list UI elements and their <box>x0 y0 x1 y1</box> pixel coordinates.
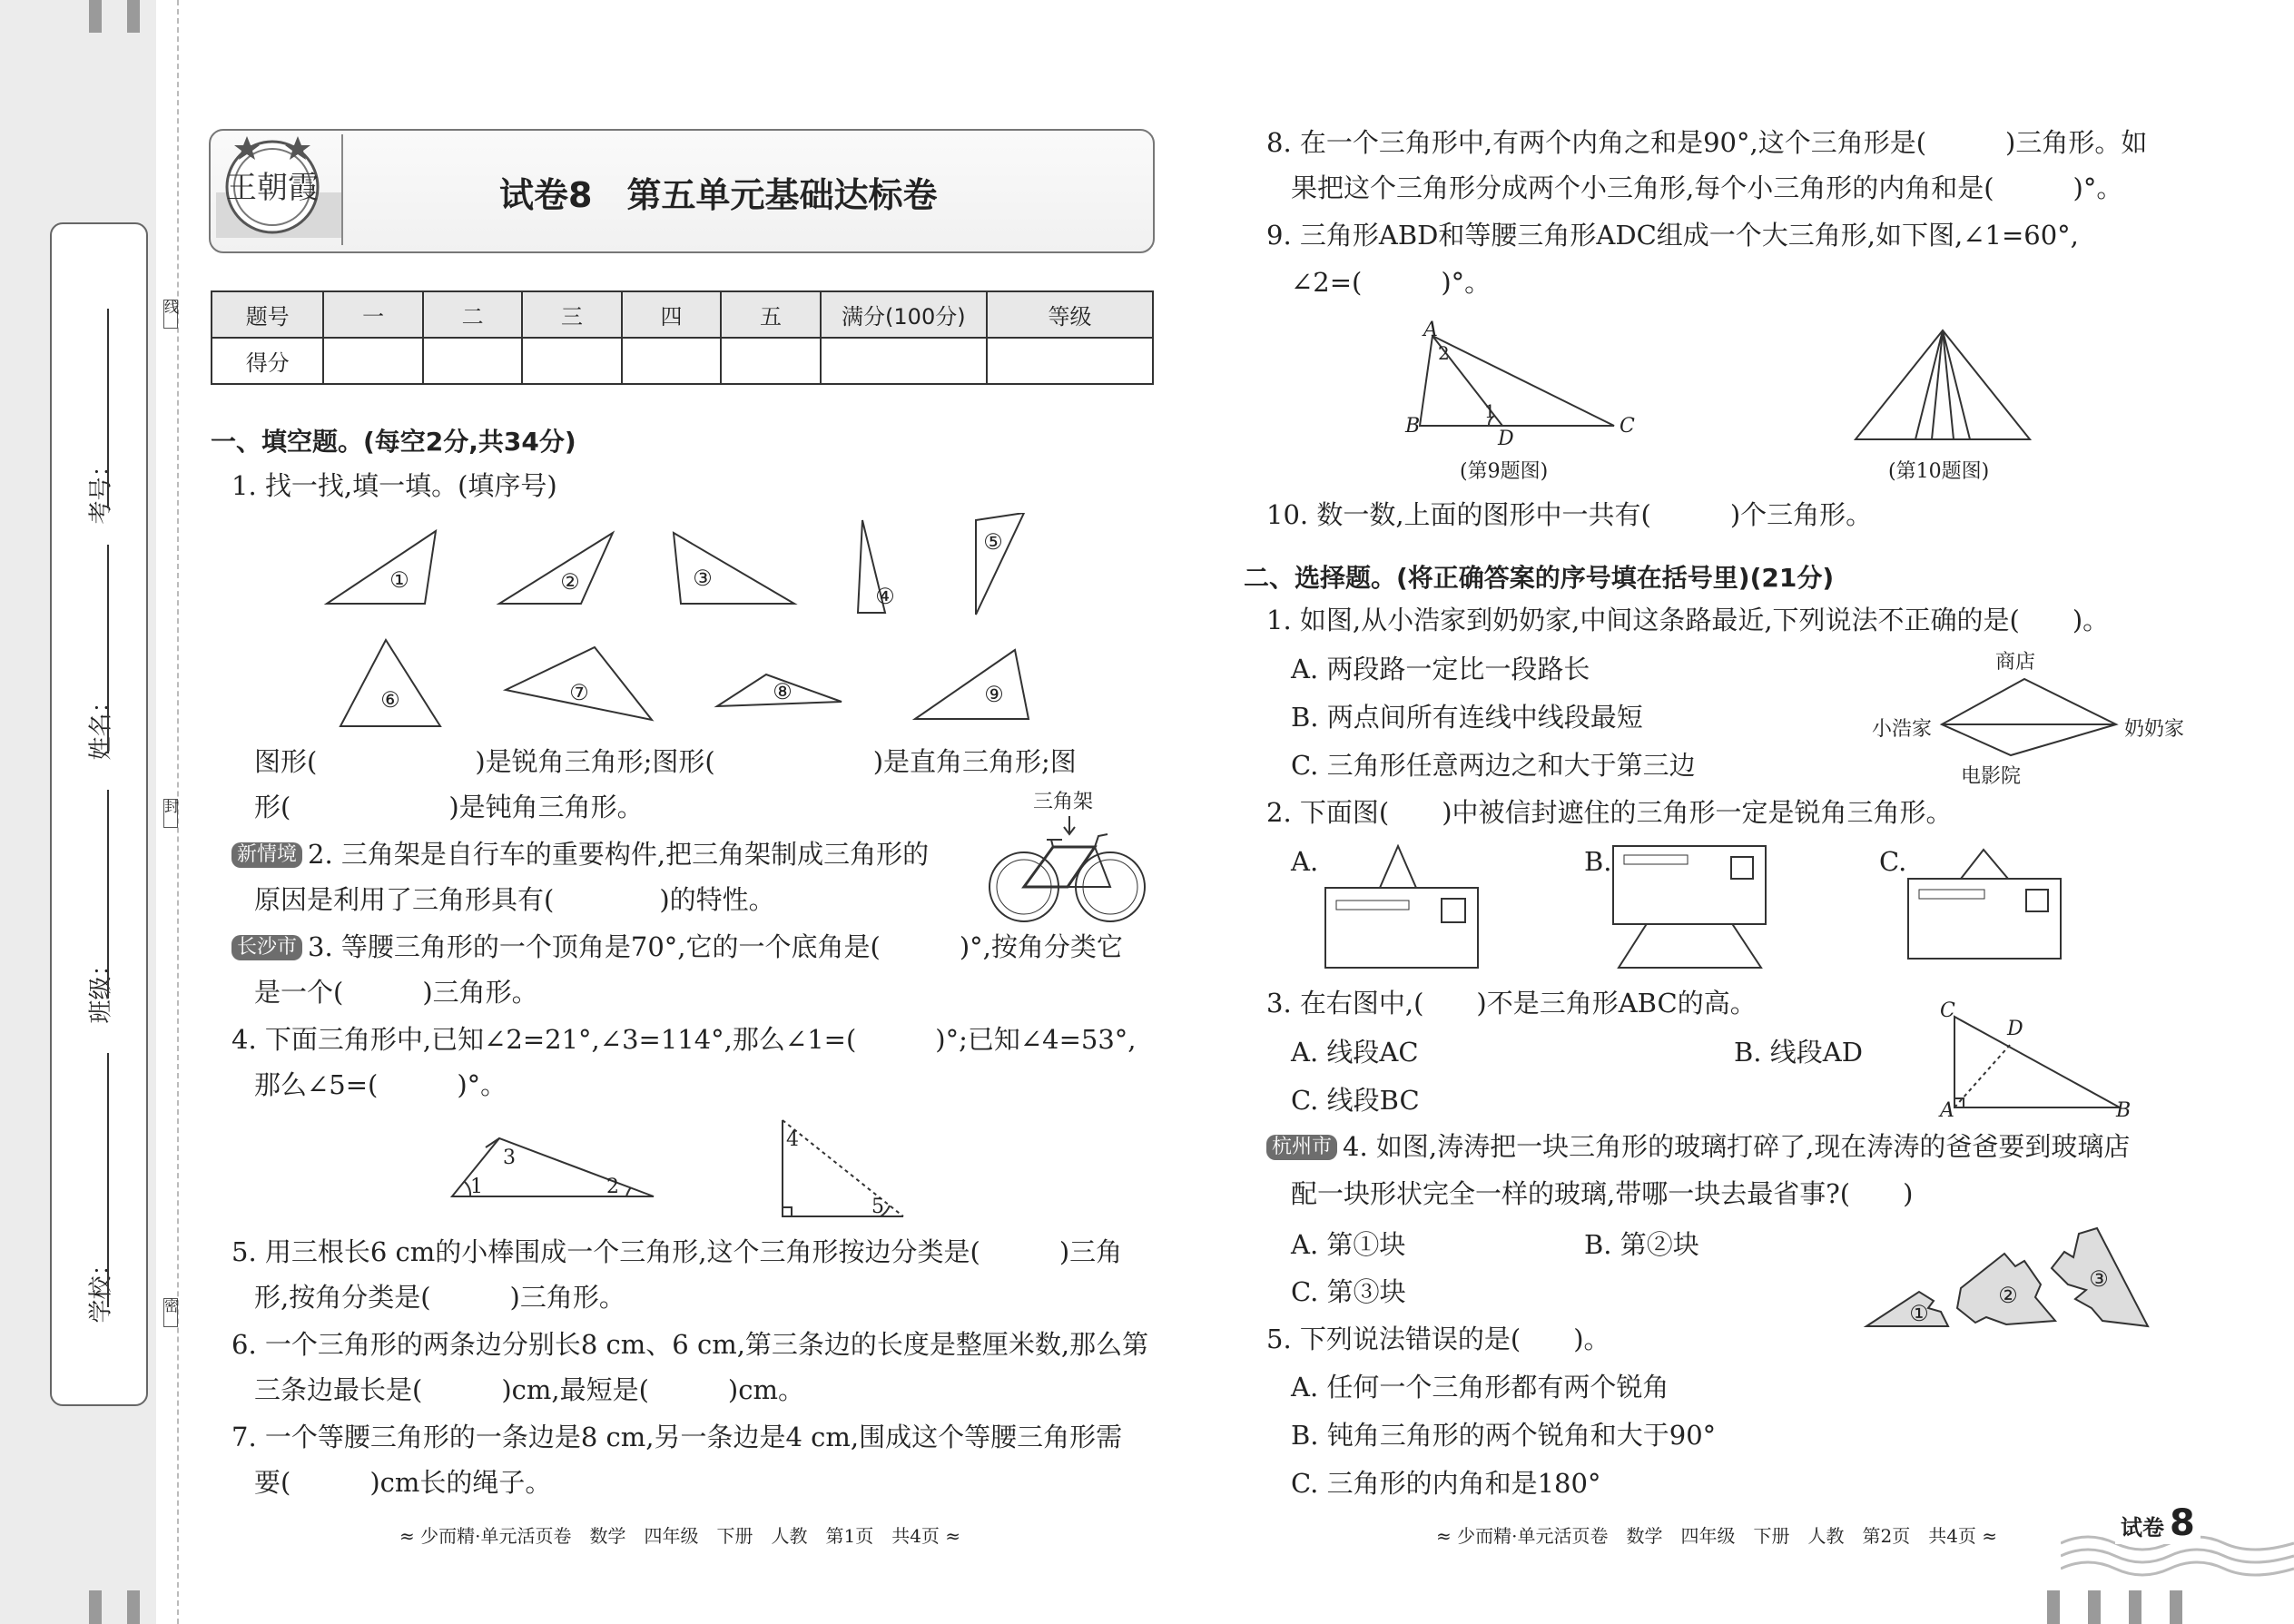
section1-heading: 一、填空题。(每空2分,共34分) <box>211 427 576 457</box>
q5-line1: 5. 用三根长6 cm的小棒围成一个三角形,这个三角形按边分类是( )三角 <box>231 1236 1123 1267</box>
s2-q2-option-a[interactable]: A. <box>1291 846 1319 877</box>
q2-text: 2. 三角架是自行车的重要构件,把三角架制成三角形的 <box>308 839 930 870</box>
svg-text:4: 4 <box>786 1128 799 1151</box>
logo-divider <box>341 134 343 245</box>
score-header-cell: 一 <box>323 291 422 338</box>
line-mark: 线 <box>163 300 178 329</box>
glass-piece-2-label: ② <box>1998 1283 2018 1308</box>
svg-text:1: 1 <box>470 1176 483 1198</box>
footer-left: ≈ 少而精·单元活页卷 数学 四年级 下册 人教 第1页 共4页 ≈ <box>399 1525 961 1547</box>
school-field[interactable] <box>107 1053 109 1307</box>
grandma-label: 奶奶家 <box>2124 718 2185 741</box>
q2-line1 <box>231 839 929 871</box>
triangle-4-label: ④ <box>875 584 895 609</box>
score-row-label: 得分 <box>212 338 323 384</box>
q3-line2: 是一个( )三角形。 <box>254 977 538 1008</box>
svg-text:2: 2 <box>606 1176 619 1198</box>
q10-figure <box>1852 327 2033 445</box>
s2-q5-stem: 5. 下列说法错误的是( )。 <box>1266 1324 1610 1354</box>
s2-q2-stem: 2. 下面图( )中被信封遮住的三角形一定是锐角三角形。 <box>1266 797 1953 828</box>
class-label: 班级： <box>87 952 115 1024</box>
svg-text:A: A <box>1423 320 1438 341</box>
q7-line2: 要( )cm长的绳子。 <box>254 1467 552 1498</box>
score-header-cell: 等级 <box>987 291 1153 338</box>
q1-answer-line2: 形( )是钝角三角形。 <box>254 792 644 822</box>
score-header-cell: 三 <box>522 291 621 338</box>
q6-line1: 6. 一个三角形的两条边分别长8 cm、6 cm,第三条边的长度是整厘米数,那么第 <box>231 1329 1149 1360</box>
exam-number-label: 考号： <box>87 453 115 525</box>
tight-mark: 密 <box>163 1298 178 1327</box>
q10-figure-caption: (第10题图) <box>1888 460 1990 483</box>
score-cell[interactable] <box>522 338 621 384</box>
glass-pieces-figure <box>1861 1221 2161 1339</box>
s2-q4-option-b[interactable]: B. 第②块 <box>1584 1229 1699 1260</box>
svg-text:5: 5 <box>871 1196 884 1218</box>
score-header-cell: 五 <box>721 291 820 338</box>
paper-tag <box>2115 1502 2200 1544</box>
binding-mark <box>2129 1590 2141 1624</box>
triangle-1-label: ① <box>389 567 409 593</box>
q5-line2: 形,按角分类是( )三角形。 <box>254 1282 625 1313</box>
footer-right: ≈ 少而精·单元活页卷 数学 四年级 下册 人教 第2页 共4页 ≈ <box>1436 1525 1998 1547</box>
binding-mark <box>127 1590 140 1624</box>
q4-line2: 那么∠5=( )°。 <box>254 1069 507 1100</box>
q1-answer-line1: 图形( )是锐角三角形;图形( )是直角三角形;图 <box>254 746 1077 777</box>
s2-q2-option-c[interactable]: C. <box>1879 846 1907 877</box>
score-cell[interactable] <box>323 338 422 384</box>
binding-mark <box>2047 1590 2060 1624</box>
s2-q4-option-c[interactable]: C. 第③块 <box>1291 1276 1406 1307</box>
binding-mark <box>89 0 102 33</box>
score-header-cell: 题号 <box>212 291 323 338</box>
q2-tag: 新情境 <box>231 842 302 868</box>
section2-heading: 二、选择题。(将正确答案的序号填在括号里)(21分) <box>1244 563 1835 593</box>
cinema-label: 电影院 <box>1961 765 2022 788</box>
q9-line2: ∠2=( )°。 <box>1291 267 1492 298</box>
triangle-2-label: ② <box>560 569 580 595</box>
score-header-cell: 二 <box>423 291 522 338</box>
name-label: 姓名： <box>87 689 115 761</box>
q3-triangle-figure <box>1938 999 2138 1121</box>
q8-line1: 8. 在一个三角形中,有两个内角之和是90°,这个三角形是( )三角形。如 <box>1266 127 2148 158</box>
q9-figure-caption: (第9题图) <box>1460 460 1549 483</box>
q4-triangles-figure <box>445 1117 917 1225</box>
s2-q5-option-b[interactable]: B. 钝角三角形的两个锐角和大于90° <box>1291 1420 1717 1451</box>
s2-q3-option-c[interactable]: C. 线段BC <box>1291 1085 1420 1116</box>
seal-mark: 封 <box>163 799 178 828</box>
q9-line1: 9. 三角形ABD和等腰三角形ADC组成一个大三角形,如下图,∠1=60°, <box>1266 220 2079 251</box>
s2-q4-tag: 杭州市 <box>1266 1135 1337 1160</box>
q3-text: 3. 等腰三角形的一个顶角是70°,它的一个底角是( )°,按角分类它 <box>308 931 1123 962</box>
s2-q1-stem: 1. 如图,从小浩家到奶奶家,中间这条路最近,下列说法不正确的是( )。 <box>1266 605 2110 635</box>
triangle-6-label: ⑥ <box>380 687 400 713</box>
envelope-b-figure <box>1611 844 1767 971</box>
score-cell[interactable] <box>622 338 721 384</box>
score-header-cell: 满分(100分) <box>821 291 987 338</box>
q4-line1: 4. 下面三角形中,已知∠2=21°,∠3=114°,那么∠1=( )°;已知∠4=53°, <box>231 1024 1137 1055</box>
s2-q2-option-b[interactable]: B. <box>1584 846 1612 877</box>
svg-text:3: 3 <box>503 1147 516 1169</box>
s2-q5-option-c[interactable]: C. 三角形的内角和是180° <box>1291 1468 1601 1499</box>
binding-mark <box>89 1590 102 1624</box>
binding-mark <box>2088 1590 2101 1624</box>
binding-mark <box>2170 1590 2182 1624</box>
triangle-9-label: ⑨ <box>984 682 1004 707</box>
s2-q4-line1 <box>1266 1131 2130 1163</box>
glass-piece-3-label: ③ <box>2089 1266 2109 1292</box>
s2-q4-option-a[interactable]: A. 第①块 <box>1291 1229 1406 1260</box>
name-field[interactable] <box>107 545 109 753</box>
s2-q1-option-b[interactable]: B. 两点间所有连线中线段最短 <box>1291 702 1643 733</box>
q1-stem: 1. 找一找,填一填。(填序号) <box>231 470 557 501</box>
score-table <box>211 290 1154 385</box>
svg-text:B: B <box>1405 415 1421 438</box>
shop-label: 商店 <box>1995 651 2036 674</box>
triangle-8-label: ⑧ <box>773 679 793 704</box>
q9-figure <box>1398 320 1643 447</box>
svg-text:C: C <box>1620 415 1635 438</box>
s2-q1-option-a[interactable]: A. 两段路一定比一段路长 <box>1291 654 1590 684</box>
s2-q3-option-b[interactable]: B. 线段AD <box>1734 1037 1863 1068</box>
score-cell[interactable] <box>821 338 987 384</box>
svg-text:2: 2 <box>1438 342 1450 364</box>
class-field[interactable] <box>107 790 109 999</box>
score-cell[interactable] <box>987 338 1153 384</box>
bicycle-figure <box>988 812 1147 930</box>
q3-line1 <box>231 931 1123 963</box>
q3-tag: 长沙市 <box>231 935 302 960</box>
q6-line2: 三条边最长是( )cm,最短是( )cm。 <box>254 1374 804 1405</box>
score-cell[interactable] <box>423 338 522 384</box>
s2-q4-text: 4. 如图,涛涛把一块三角形的玻璃打碎了,现在涛涛的爸爸要到玻璃店 <box>1343 1131 2131 1162</box>
score-table-row <box>212 338 1153 384</box>
svg-text:D: D <box>2007 1018 2023 1040</box>
score-table-header-row <box>212 291 1153 338</box>
school-label: 学校： <box>87 1252 115 1324</box>
page-title: 试卷8 第五单元基础达标卷 <box>499 175 938 215</box>
paper-tag-prefix: 试卷 <box>2121 1515 2164 1540</box>
s2-q4-line2: 配一块形状完全一样的玻璃,带哪一块去最省事?( ) <box>1291 1178 1914 1209</box>
q2-line2: 原因是利用了三角形具有( )的特性。 <box>254 884 775 915</box>
q1-triangles-figure <box>318 513 1044 740</box>
envelope-a-figure <box>1324 844 1480 971</box>
s2-q3-stem: 3. 在右图中,( )不是三角形ABC的高。 <box>1266 988 1757 1019</box>
student-info-panel <box>50 222 148 1406</box>
bike-label: 三角架 <box>1033 791 1094 813</box>
glass-piece-1-label: ① <box>1909 1301 1929 1326</box>
envelope-c-figure <box>1906 844 2063 971</box>
triangle-7-label: ⑦ <box>569 680 589 705</box>
q8-line2: 果把这个三角形分成两个小三角形,每个小三角形的内角和是( )°。 <box>1291 172 2123 203</box>
svg-text:C: C <box>1940 999 1955 1022</box>
triangle-3-label: ③ <box>693 566 713 591</box>
svg-text:1: 1 <box>1484 400 1496 422</box>
svg-text:B: B <box>2116 1099 2132 1121</box>
triangle-5-label: ⑤ <box>983 529 1003 555</box>
q7-line1: 7. 一个等腰三角形的一条边是8 cm,另一条边是4 cm,围成这个等腰三角形需 <box>231 1422 1123 1452</box>
logo <box>216 136 343 243</box>
route-figure <box>1938 672 2120 763</box>
paper-tag-number: 8 <box>2170 1502 2195 1544</box>
q10-line: 10. 数一数,上面的图形中一共有( )个三角形。 <box>1266 499 1873 530</box>
home-label: 小浩家 <box>1872 718 1933 741</box>
s2-q3-option-a[interactable]: A. 线段AC <box>1291 1037 1419 1068</box>
logo-text: 王朝霞 <box>226 170 319 206</box>
binding-mark <box>127 0 140 33</box>
s2-q1-option-c[interactable]: C. 三角形任意两边之和大于第三边 <box>1291 750 1696 781</box>
score-header-cell: 四 <box>622 291 721 338</box>
svg-text:D: D <box>1498 428 1514 447</box>
exam-number-field[interactable] <box>107 309 109 508</box>
score-cell[interactable] <box>721 338 820 384</box>
svg-text:A: A <box>1940 1099 1954 1121</box>
s2-q5-option-a[interactable]: A. 任何一个三角形都有两个锐角 <box>1291 1372 1669 1403</box>
